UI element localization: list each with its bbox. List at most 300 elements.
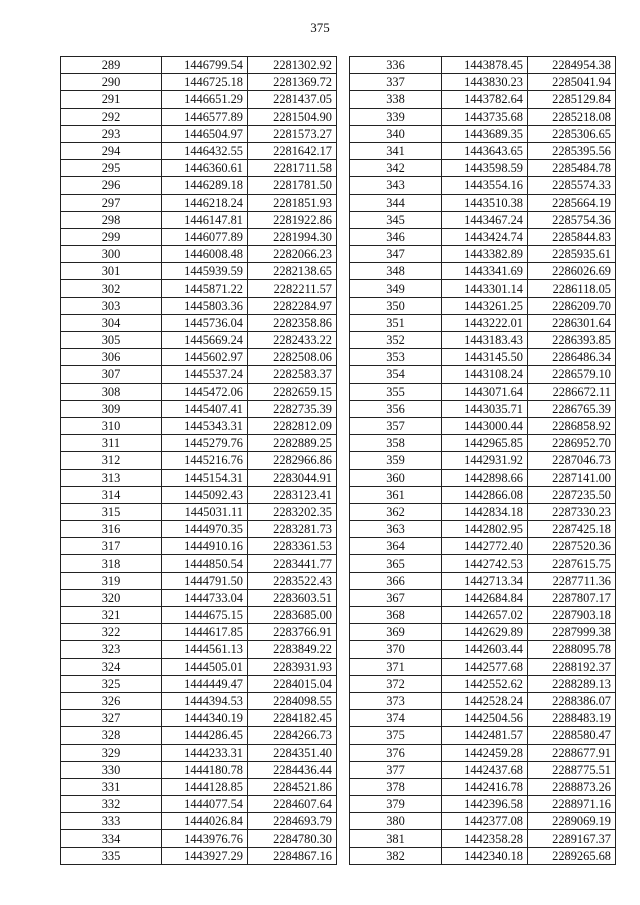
point-number-cell: 378 xyxy=(350,778,442,795)
x-coordinate-cell: 1442340.18 xyxy=(442,847,528,864)
point-number-cell: 297 xyxy=(61,194,162,211)
y-coordinate-cell: 2284693.79 xyxy=(248,813,337,830)
table-row xyxy=(61,538,337,555)
point-number-cell: 317 xyxy=(61,538,162,555)
y-coordinate-cell: 2289069.19 xyxy=(528,813,616,830)
point-number-cell: 327 xyxy=(61,710,162,727)
x-coordinate-cell: 1444180.78 xyxy=(162,761,248,778)
x-coordinate-cell: 1446725.18 xyxy=(162,74,248,91)
point-number-cell: 350 xyxy=(350,297,442,314)
table-row xyxy=(61,675,337,692)
page-number: 375 xyxy=(310,20,330,35)
y-coordinate-cell: 2288095.78 xyxy=(528,641,616,658)
point-number-cell: 311 xyxy=(61,435,162,452)
point-number-cell: 374 xyxy=(350,710,442,727)
y-coordinate-cell: 2285484.78 xyxy=(528,160,616,177)
x-coordinate-cell: 1445031.11 xyxy=(162,503,248,520)
x-coordinate-cell: 1442377.08 xyxy=(442,813,528,830)
x-coordinate-cell: 1446799.54 xyxy=(162,57,248,74)
x-coordinate-cell: 1445871.22 xyxy=(162,280,248,297)
x-coordinate-cell: 1443689.35 xyxy=(442,125,528,142)
table-row xyxy=(61,796,337,813)
y-coordinate-cell: 2289265.68 xyxy=(528,847,616,864)
y-coordinate-cell: 2281302.92 xyxy=(248,57,337,74)
point-number-cell: 364 xyxy=(350,538,442,555)
coordinates-table-left xyxy=(60,56,337,865)
x-coordinate-cell: 1444128.85 xyxy=(162,778,248,795)
table-row xyxy=(61,280,337,297)
y-coordinate-cell: 2288775.51 xyxy=(528,761,616,778)
point-number-cell: 304 xyxy=(61,314,162,331)
point-number-cell: 294 xyxy=(61,142,162,159)
x-coordinate-cell: 1442629.89 xyxy=(442,624,528,641)
y-coordinate-cell: 2286486.34 xyxy=(528,349,616,366)
point-number-cell: 314 xyxy=(61,486,162,503)
point-number-cell: 310 xyxy=(61,417,162,434)
x-coordinate-cell: 1446432.55 xyxy=(162,142,248,159)
table-row xyxy=(61,211,337,228)
x-coordinate-cell: 1442742.53 xyxy=(442,555,528,572)
y-coordinate-cell: 2286301.64 xyxy=(528,314,616,331)
x-coordinate-cell: 1444561.13 xyxy=(162,641,248,658)
y-coordinate-cell: 2287520.36 xyxy=(528,538,616,555)
point-number-cell: 363 xyxy=(350,521,442,538)
table-row xyxy=(61,727,337,744)
x-coordinate-cell: 1445736.04 xyxy=(162,314,248,331)
x-coordinate-cell: 1443341.69 xyxy=(442,263,528,280)
table-row xyxy=(61,314,337,331)
y-coordinate-cell: 2282583.37 xyxy=(248,366,337,383)
y-coordinate-cell: 2286209.70 xyxy=(528,297,616,314)
table-row xyxy=(350,383,616,400)
point-number-cell: 381 xyxy=(350,830,442,847)
point-number-cell: 308 xyxy=(61,383,162,400)
point-number-cell: 341 xyxy=(350,142,442,159)
table-row xyxy=(61,417,337,434)
table-row xyxy=(61,813,337,830)
y-coordinate-cell: 2282735.39 xyxy=(248,400,337,417)
point-number-cell: 291 xyxy=(61,91,162,108)
table-row xyxy=(350,280,616,297)
table-row xyxy=(61,710,337,727)
point-number-cell: 367 xyxy=(350,589,442,606)
point-number-cell: 300 xyxy=(61,246,162,263)
x-coordinate-cell: 1443643.65 xyxy=(442,142,528,159)
table-row xyxy=(61,641,337,658)
point-number-cell: 336 xyxy=(350,57,442,74)
x-coordinate-cell: 1444026.84 xyxy=(162,813,248,830)
y-coordinate-cell: 2283123.41 xyxy=(248,486,337,503)
x-coordinate-cell: 1442684.84 xyxy=(442,589,528,606)
y-coordinate-cell: 2287235.50 xyxy=(528,486,616,503)
x-coordinate-cell: 1443222.01 xyxy=(442,314,528,331)
y-coordinate-cell: 2288580.47 xyxy=(528,727,616,744)
point-number-cell: 328 xyxy=(61,727,162,744)
x-coordinate-cell: 1443145.50 xyxy=(442,349,528,366)
x-coordinate-cell: 1443927.29 xyxy=(162,847,248,864)
point-number-cell: 316 xyxy=(61,521,162,538)
point-number-cell: 344 xyxy=(350,194,442,211)
y-coordinate-cell: 2283281.73 xyxy=(248,521,337,538)
x-coordinate-cell: 1445279.76 xyxy=(162,435,248,452)
x-coordinate-cell: 1446008.48 xyxy=(162,246,248,263)
x-coordinate-cell: 1443830.23 xyxy=(442,74,528,91)
table-row xyxy=(350,555,616,572)
point-number-cell: 357 xyxy=(350,417,442,434)
table-row xyxy=(350,366,616,383)
point-number-cell: 334 xyxy=(61,830,162,847)
x-coordinate-cell: 1442834.18 xyxy=(442,503,528,520)
table-row xyxy=(350,469,616,486)
table-row xyxy=(61,108,337,125)
x-coordinate-cell: 1443261.25 xyxy=(442,297,528,314)
x-coordinate-cell: 1443598.59 xyxy=(442,160,528,177)
y-coordinate-cell: 2287711.36 xyxy=(528,572,616,589)
table-row xyxy=(350,228,616,245)
x-coordinate-cell: 1444791.50 xyxy=(162,572,248,589)
table-row xyxy=(61,160,337,177)
table-row xyxy=(350,435,616,452)
table-row xyxy=(61,744,337,761)
y-coordinate-cell: 2282066.23 xyxy=(248,246,337,263)
y-coordinate-cell: 2282966.86 xyxy=(248,452,337,469)
x-coordinate-cell: 1446289.18 xyxy=(162,177,248,194)
y-coordinate-cell: 2288386.07 xyxy=(528,692,616,709)
x-coordinate-cell: 1445216.76 xyxy=(162,452,248,469)
y-coordinate-cell: 2284521.86 xyxy=(248,778,337,795)
point-number-cell: 352 xyxy=(350,332,442,349)
x-coordinate-cell: 1442657.02 xyxy=(442,607,528,624)
table-row xyxy=(61,486,337,503)
y-coordinate-cell: 2284436.44 xyxy=(248,761,337,778)
table-row xyxy=(350,624,616,641)
x-coordinate-cell: 1444850.54 xyxy=(162,555,248,572)
table-row xyxy=(350,142,616,159)
point-number-cell: 373 xyxy=(350,692,442,709)
x-coordinate-cell: 1442802.95 xyxy=(442,521,528,538)
table-row xyxy=(350,589,616,606)
y-coordinate-cell: 2281711.58 xyxy=(248,160,337,177)
point-number-cell: 307 xyxy=(61,366,162,383)
y-coordinate-cell: 2284015.04 xyxy=(248,675,337,692)
table-row xyxy=(61,366,337,383)
x-coordinate-cell: 1446360.61 xyxy=(162,160,248,177)
point-number-cell: 376 xyxy=(350,744,442,761)
table-row xyxy=(350,658,616,675)
table-row xyxy=(61,847,337,864)
table-row xyxy=(61,349,337,366)
y-coordinate-cell: 2281642.17 xyxy=(248,142,337,159)
table-row xyxy=(61,469,337,486)
table-row xyxy=(61,521,337,538)
x-coordinate-cell: 1445092.43 xyxy=(162,486,248,503)
point-number-cell: 335 xyxy=(61,847,162,864)
point-number-cell: 369 xyxy=(350,624,442,641)
y-coordinate-cell: 2281781.50 xyxy=(248,177,337,194)
point-number-cell: 293 xyxy=(61,125,162,142)
y-coordinate-cell: 2288289.13 xyxy=(528,675,616,692)
table-row xyxy=(61,332,337,349)
point-number-cell: 318 xyxy=(61,555,162,572)
table-row xyxy=(350,607,616,624)
x-coordinate-cell: 1442504.56 xyxy=(442,710,528,727)
x-coordinate-cell: 1443510.38 xyxy=(442,194,528,211)
y-coordinate-cell: 2282659.15 xyxy=(248,383,337,400)
x-coordinate-cell: 1444340.19 xyxy=(162,710,248,727)
table-row xyxy=(61,572,337,589)
point-number-cell: 321 xyxy=(61,607,162,624)
point-number-cell: 371 xyxy=(350,658,442,675)
table-row xyxy=(350,778,616,795)
point-number-cell: 361 xyxy=(350,486,442,503)
point-number-cell: 305 xyxy=(61,332,162,349)
y-coordinate-cell: 2286672.11 xyxy=(528,383,616,400)
point-number-cell: 362 xyxy=(350,503,442,520)
table-row xyxy=(350,74,616,91)
x-coordinate-cell: 1446147.81 xyxy=(162,211,248,228)
y-coordinate-cell: 2284954.38 xyxy=(528,57,616,74)
y-coordinate-cell: 2286858.92 xyxy=(528,417,616,434)
y-coordinate-cell: 2286393.85 xyxy=(528,332,616,349)
point-number-cell: 325 xyxy=(61,675,162,692)
y-coordinate-cell: 2286579.10 xyxy=(528,366,616,383)
table-row xyxy=(61,624,337,641)
point-number-cell: 366 xyxy=(350,572,442,589)
table-row xyxy=(61,177,337,194)
table-row xyxy=(61,830,337,847)
point-number-cell: 315 xyxy=(61,503,162,520)
x-coordinate-cell: 1442481.57 xyxy=(442,727,528,744)
point-number-cell: 299 xyxy=(61,228,162,245)
x-coordinate-cell: 1445407.41 xyxy=(162,400,248,417)
point-number-cell: 375 xyxy=(350,727,442,744)
x-coordinate-cell: 1443976.76 xyxy=(162,830,248,847)
y-coordinate-cell: 2285218.08 xyxy=(528,108,616,125)
x-coordinate-cell: 1444505.01 xyxy=(162,658,248,675)
table-row xyxy=(350,125,616,142)
point-number-cell: 313 xyxy=(61,469,162,486)
y-coordinate-cell: 2282138.65 xyxy=(248,263,337,280)
point-number-cell: 338 xyxy=(350,91,442,108)
point-number-cell: 382 xyxy=(350,847,442,864)
point-number-cell: 360 xyxy=(350,469,442,486)
y-coordinate-cell: 2286118.05 xyxy=(528,280,616,297)
y-coordinate-cell: 2285129.84 xyxy=(528,91,616,108)
point-number-cell: 289 xyxy=(61,57,162,74)
point-number-cell: 319 xyxy=(61,572,162,589)
y-coordinate-cell: 2282889.25 xyxy=(248,435,337,452)
table-row xyxy=(350,160,616,177)
table-row xyxy=(350,692,616,709)
table-row xyxy=(350,246,616,263)
x-coordinate-cell: 1442459.28 xyxy=(442,744,528,761)
point-number-cell: 333 xyxy=(61,813,162,830)
table-row xyxy=(350,417,616,434)
x-coordinate-cell: 1443108.24 xyxy=(442,366,528,383)
y-coordinate-cell: 2283849.22 xyxy=(248,641,337,658)
point-number-cell: 345 xyxy=(350,211,442,228)
y-coordinate-cell: 2285041.94 xyxy=(528,74,616,91)
x-coordinate-cell: 1444617.85 xyxy=(162,624,248,641)
point-number-cell: 368 xyxy=(350,607,442,624)
table-row xyxy=(350,314,616,331)
table-row xyxy=(61,74,337,91)
table-row xyxy=(61,194,337,211)
x-coordinate-cell: 1442577.68 xyxy=(442,658,528,675)
x-coordinate-cell: 1442866.08 xyxy=(442,486,528,503)
point-number-cell: 330 xyxy=(61,761,162,778)
x-coordinate-cell: 1445939.59 xyxy=(162,263,248,280)
point-number-cell: 296 xyxy=(61,177,162,194)
y-coordinate-cell: 2282812.09 xyxy=(248,417,337,434)
point-number-cell: 298 xyxy=(61,211,162,228)
y-coordinate-cell: 2288192.37 xyxy=(528,658,616,675)
y-coordinate-cell: 2283603.51 xyxy=(248,589,337,606)
point-number-cell: 372 xyxy=(350,675,442,692)
y-coordinate-cell: 2288873.26 xyxy=(528,778,616,795)
table-row xyxy=(61,91,337,108)
table-row xyxy=(61,761,337,778)
y-coordinate-cell: 2285574.33 xyxy=(528,177,616,194)
x-coordinate-cell: 1444970.35 xyxy=(162,521,248,538)
y-coordinate-cell: 2283044.91 xyxy=(248,469,337,486)
x-coordinate-cell: 1445472.06 xyxy=(162,383,248,400)
y-coordinate-cell: 2282284.97 xyxy=(248,297,337,314)
y-coordinate-cell: 2287425.18 xyxy=(528,521,616,538)
y-coordinate-cell: 2283685.00 xyxy=(248,607,337,624)
table-row xyxy=(350,349,616,366)
point-number-cell: 343 xyxy=(350,177,442,194)
point-number-cell: 359 xyxy=(350,452,442,469)
table-row xyxy=(61,57,337,74)
y-coordinate-cell: 2285395.56 xyxy=(528,142,616,159)
table-row xyxy=(350,400,616,417)
table-row xyxy=(61,263,337,280)
y-coordinate-cell: 2288483.19 xyxy=(528,710,616,727)
point-number-cell: 380 xyxy=(350,813,442,830)
x-coordinate-cell: 1446577.89 xyxy=(162,108,248,125)
y-coordinate-cell: 2284351.40 xyxy=(248,744,337,761)
x-coordinate-cell: 1442552.62 xyxy=(442,675,528,692)
point-number-cell: 290 xyxy=(61,74,162,91)
y-coordinate-cell: 2284607.64 xyxy=(248,796,337,813)
point-number-cell: 329 xyxy=(61,744,162,761)
table-row xyxy=(61,142,337,159)
point-number-cell: 370 xyxy=(350,641,442,658)
y-coordinate-cell: 2281851.93 xyxy=(248,194,337,211)
point-number-cell: 355 xyxy=(350,383,442,400)
point-number-cell: 331 xyxy=(61,778,162,795)
x-coordinate-cell: 1444733.04 xyxy=(162,589,248,606)
x-coordinate-cell: 1442358.28 xyxy=(442,830,528,847)
table-row xyxy=(350,727,616,744)
table-row xyxy=(61,400,337,417)
x-coordinate-cell: 1446504.97 xyxy=(162,125,248,142)
point-number-cell: 292 xyxy=(61,108,162,125)
y-coordinate-cell: 2282433.22 xyxy=(248,332,337,349)
y-coordinate-cell: 2281922.86 xyxy=(248,211,337,228)
x-coordinate-cell: 1442396.58 xyxy=(442,796,528,813)
x-coordinate-cell: 1443878.45 xyxy=(442,57,528,74)
x-coordinate-cell: 1443735.68 xyxy=(442,108,528,125)
point-number-cell: 340 xyxy=(350,125,442,142)
x-coordinate-cell: 1446077.89 xyxy=(162,228,248,245)
y-coordinate-cell: 2284182.45 xyxy=(248,710,337,727)
table-row xyxy=(350,332,616,349)
table-row xyxy=(61,607,337,624)
table-row xyxy=(61,778,337,795)
table-row xyxy=(350,761,616,778)
table-row xyxy=(350,57,616,74)
table-row xyxy=(61,555,337,572)
x-coordinate-cell: 1444286.45 xyxy=(162,727,248,744)
table-row xyxy=(350,744,616,761)
x-coordinate-cell: 1445343.31 xyxy=(162,417,248,434)
x-coordinate-cell: 1443035.71 xyxy=(442,400,528,417)
y-coordinate-cell: 2287903.18 xyxy=(528,607,616,624)
x-coordinate-cell: 1443183.43 xyxy=(442,332,528,349)
x-coordinate-cell: 1444394.53 xyxy=(162,692,248,709)
table-row xyxy=(61,692,337,709)
point-number-cell: 346 xyxy=(350,228,442,245)
table-row xyxy=(350,486,616,503)
point-number-cell: 303 xyxy=(61,297,162,314)
y-coordinate-cell: 2285844.83 xyxy=(528,228,616,245)
y-coordinate-cell: 2284266.73 xyxy=(248,727,337,744)
y-coordinate-cell: 2283441.77 xyxy=(248,555,337,572)
table-row xyxy=(350,796,616,813)
table-row xyxy=(350,813,616,830)
table-row xyxy=(61,589,337,606)
x-coordinate-cell: 1444675.15 xyxy=(162,607,248,624)
x-coordinate-cell: 1442416.78 xyxy=(442,778,528,795)
table-row xyxy=(350,177,616,194)
table-row xyxy=(350,211,616,228)
x-coordinate-cell: 1443000.44 xyxy=(442,417,528,434)
x-coordinate-cell: 1444233.31 xyxy=(162,744,248,761)
table-row xyxy=(350,503,616,520)
x-coordinate-cell: 1442713.34 xyxy=(442,572,528,589)
coordinates-table-right xyxy=(349,56,616,865)
table-row xyxy=(350,194,616,211)
y-coordinate-cell: 2286026.69 xyxy=(528,263,616,280)
y-coordinate-cell: 2283522.43 xyxy=(248,572,337,589)
y-coordinate-cell: 2284098.55 xyxy=(248,692,337,709)
y-coordinate-cell: 2281573.27 xyxy=(248,125,337,142)
x-coordinate-cell: 1443554.16 xyxy=(442,177,528,194)
y-coordinate-cell: 2284867.16 xyxy=(248,847,337,864)
y-coordinate-cell: 2287330.23 xyxy=(528,503,616,520)
x-coordinate-cell: 1446218.24 xyxy=(162,194,248,211)
y-coordinate-cell: 2281994.30 xyxy=(248,228,337,245)
y-coordinate-cell: 2281437.05 xyxy=(248,91,337,108)
point-number-cell: 347 xyxy=(350,246,442,263)
y-coordinate-cell: 2282508.06 xyxy=(248,349,337,366)
table-row xyxy=(350,830,616,847)
table-row xyxy=(350,263,616,280)
y-coordinate-cell: 2281369.72 xyxy=(248,74,337,91)
x-coordinate-cell: 1445803.36 xyxy=(162,297,248,314)
x-coordinate-cell: 1444449.47 xyxy=(162,675,248,692)
x-coordinate-cell: 1446651.29 xyxy=(162,91,248,108)
x-coordinate-cell: 1442603.44 xyxy=(442,641,528,658)
point-number-cell: 349 xyxy=(350,280,442,297)
y-coordinate-cell: 2285754.36 xyxy=(528,211,616,228)
point-number-cell: 353 xyxy=(350,349,442,366)
table-row xyxy=(350,297,616,314)
point-number-cell: 312 xyxy=(61,452,162,469)
y-coordinate-cell: 2283361.53 xyxy=(248,538,337,555)
